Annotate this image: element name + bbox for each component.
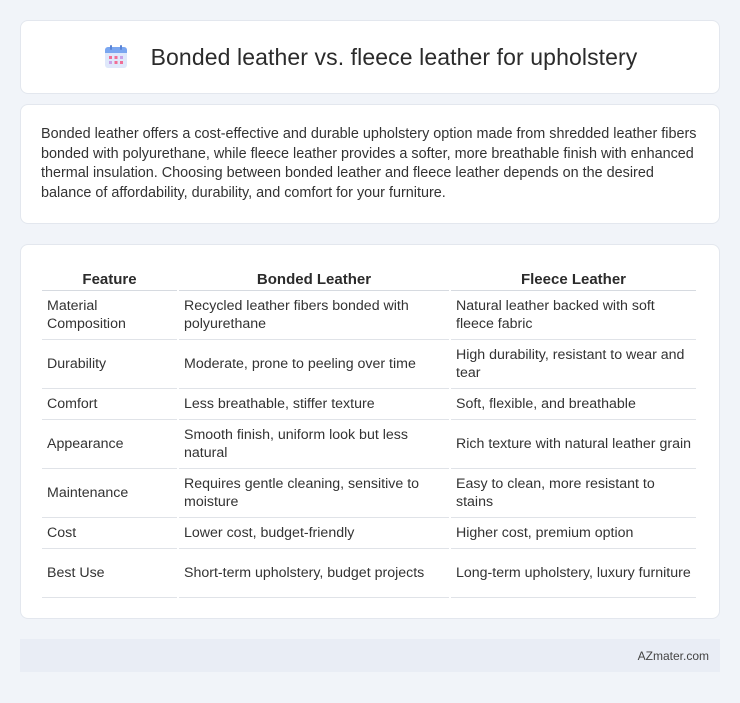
page-title: Bonded leather vs. fleece leather for upholstery — [150, 43, 638, 70]
feature-cell: Material Composition — [42, 291, 177, 340]
feature-cell: Cost — [42, 518, 177, 549]
bonded-cell: Short-term upholstery, budget projects — [179, 549, 449, 598]
table-row — [42, 340, 696, 389]
intro-card — [20, 104, 720, 224]
intro-paragraph: Bonded leather offers a cost-effective and durable upholstery option made from shredded leather fibers bonded with polyurethane, while fleece leather provides a softer, more breathable finish with enhanced thermal insulation. Choosing between bonded leather and fleece leather depends on the desired balance of affordability, durability, and comfort for your furniture. — [41, 126, 697, 201]
table-row — [42, 389, 696, 420]
footer-bar — [20, 639, 720, 672]
header-fleece-leather: Fleece Leather — [451, 264, 696, 291]
table-header-row — [42, 264, 696, 291]
feature-cell: Durability — [42, 340, 177, 389]
comparison-card — [20, 244, 720, 619]
bonded-cell: Less breathable, stiffer texture — [179, 389, 449, 420]
footer-site-link[interactable]: AZmater.com — [637, 648, 709, 663]
table-row — [42, 469, 696, 518]
bonded-cell: Smooth finish, uniform look but less natural — [179, 420, 449, 469]
fleece-cell: Rich texture with natural leather grain — [451, 420, 696, 469]
fleece-cell: Soft, flexible, and breathable — [451, 389, 696, 420]
header-feature: Feature — [42, 264, 177, 291]
feature-cell: Appearance — [42, 420, 177, 469]
table-row — [42, 291, 696, 340]
fleece-cell: Long-term upholstery, luxury furniture — [451, 549, 696, 598]
calendar-icon — [103, 44, 129, 70]
fleece-cell: Easy to clean, more resistant to stains — [451, 469, 696, 518]
bonded-cell: Requires gentle cleaning, sensitive to moisture — [179, 469, 449, 518]
fleece-cell: Natural leather backed with soft fleece fabric — [451, 291, 696, 340]
fleece-cell: High durability, resistant to wear and tear — [451, 340, 696, 389]
table-row — [42, 420, 696, 469]
table-row — [42, 518, 696, 549]
title-card — [20, 20, 720, 94]
bonded-cell: Lower cost, budget-friendly — [179, 518, 449, 549]
header-bonded-leather: Bonded Leather — [179, 264, 449, 291]
comparison-table — [40, 264, 698, 598]
feature-cell: Best Use — [42, 549, 177, 598]
bonded-cell: Moderate, prone to peeling over time — [179, 340, 449, 389]
table-row — [42, 549, 696, 598]
feature-cell: Maintenance — [42, 469, 177, 518]
bonded-cell: Recycled leather fibers bonded with polyurethane — [179, 291, 449, 340]
feature-cell: Comfort — [42, 389, 177, 420]
fleece-cell: Higher cost, premium option — [451, 518, 696, 549]
